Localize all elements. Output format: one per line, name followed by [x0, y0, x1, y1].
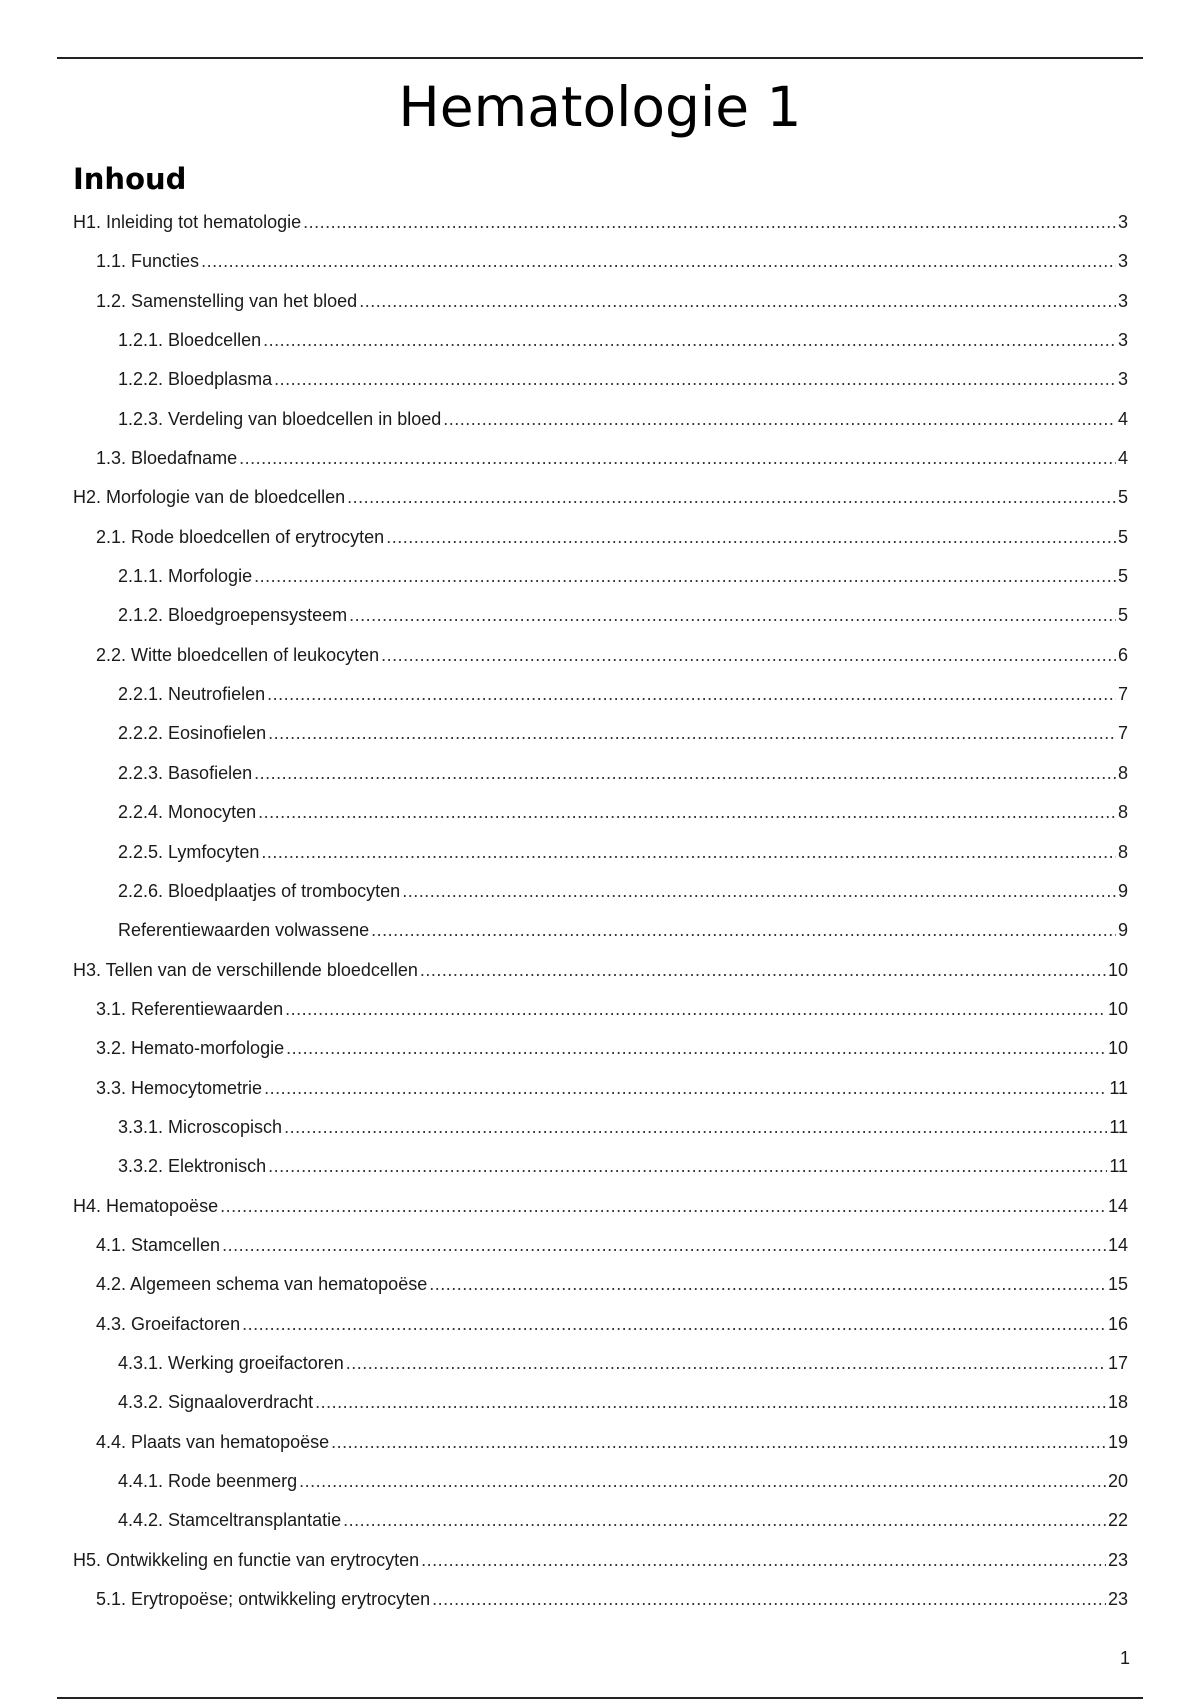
- toc-entry-title: 3.3.1. Microscopisch: [118, 1116, 283, 1137]
- toc-dot-leader: [299, 1471, 1106, 1492]
- toc-entry[interactable]: [73, 1550, 1128, 1589]
- toc-entry-page: 10: [1107, 1038, 1128, 1059]
- toc-dot-leader: [268, 723, 1116, 744]
- toc-dot-leader: [346, 1353, 1106, 1374]
- toc-entry-page: 3: [1117, 369, 1128, 390]
- toc-dot-leader: [254, 763, 1116, 784]
- toc-entry[interactable]: [73, 527, 1128, 566]
- toc-dot-leader: [443, 409, 1116, 430]
- toc-entry-title: 2.2.4. Monocyten: [118, 802, 257, 823]
- toc-entry[interactable]: [73, 763, 1128, 802]
- toc-entry[interactable]: [73, 1353, 1128, 1392]
- toc-entry-title: 2.2.5. Lymfocyten: [118, 841, 260, 862]
- toc-dot-leader: [285, 999, 1106, 1020]
- toc-dot-leader: [254, 566, 1116, 587]
- toc-entry-page: 9: [1117, 920, 1128, 941]
- toc-entry-title: 4.2. Algemeen schema van hematopoëse: [96, 1274, 428, 1295]
- toc-entry-title: 2.1. Rode bloedcellen of erytrocyten: [96, 526, 385, 547]
- toc-dot-leader: [421, 1550, 1106, 1571]
- toc-entry-title: 2.2. Witte bloedcellen of leukocyten: [96, 644, 380, 665]
- toc-entry-title: 3.3.2. Elektronisch: [118, 1156, 267, 1177]
- toc-entry-page: 20: [1107, 1471, 1128, 1491]
- toc-entry[interactable]: [73, 1038, 1128, 1077]
- toc-dot-leader: [347, 487, 1116, 508]
- toc-dot-leader: [420, 960, 1106, 981]
- toc-entry-title: 4.1. Stamcellen: [96, 1234, 221, 1255]
- toc-entry[interactable]: [73, 1156, 1128, 1195]
- toc-entry-page: 9: [1117, 880, 1128, 901]
- toc-entry-title: H3. Tellen van de verschillende bloedcellen: [73, 959, 418, 980]
- toc-entry[interactable]: [73, 369, 1128, 408]
- toc-entry-page: 4: [1117, 408, 1128, 429]
- toc-entry-title: H1. Inleiding tot hematologie: [73, 212, 302, 232]
- table-of-contents: [73, 212, 1128, 1628]
- toc-entry[interactable]: [73, 1078, 1128, 1117]
- toc-entry-title: 1.2. Samenstelling van het bloed: [96, 290, 358, 311]
- toc-entry-page: 10: [1107, 959, 1128, 980]
- toc-entry[interactable]: [73, 566, 1128, 605]
- toc-entry-page: 10: [1107, 998, 1128, 1019]
- toc-dot-leader: [381, 645, 1116, 666]
- toc-entry-title: 3.2. Hemato-morfologie: [96, 1038, 285, 1059]
- toc-entry-title: 1.2.2. Bloedplasma: [118, 369, 273, 390]
- toc-entry-title: H5. Ontwikkeling en functie van erytrocyten: [73, 1549, 420, 1570]
- toc-entry-page: 3: [1117, 251, 1128, 272]
- toc-entry-title: 3.1. Referentiewaarden: [96, 998, 284, 1019]
- toc-dot-leader: [261, 842, 1116, 863]
- toc-entry[interactable]: [73, 212, 1128, 251]
- toc-entry-page: 17: [1107, 1352, 1128, 1373]
- toc-entry[interactable]: [73, 1235, 1128, 1274]
- toc-entry-page: 8: [1117, 802, 1128, 823]
- toc-entry[interactable]: [73, 251, 1128, 290]
- toc-entry-page: 11: [1109, 1156, 1128, 1177]
- toc-entry-title: Referentiewaarden volwassene: [118, 920, 370, 941]
- toc-dot-leader: [201, 251, 1116, 272]
- toc-dot-leader: [286, 1038, 1106, 1059]
- toc-entry[interactable]: [73, 1314, 1128, 1353]
- toc-entry-page: 8: [1117, 841, 1128, 862]
- toc-entry-page: 3: [1117, 212, 1128, 232]
- toc-entry[interactable]: [73, 723, 1128, 762]
- toc-entry-page: 11: [1109, 1116, 1128, 1137]
- toc-entry-title: 4.4. Plaats van hematopoëse: [96, 1431, 330, 1452]
- toc-entry[interactable]: [73, 999, 1128, 1038]
- toc-entry-title: 3.3. Hemocytometrie: [96, 1077, 263, 1098]
- toc-entry-title: 1.2.3. Verdeling van bloedcellen in bloed: [118, 408, 442, 429]
- toc-entry-page: 23: [1107, 1589, 1128, 1610]
- toc-dot-leader: [274, 369, 1116, 390]
- toc-entry-page: 16: [1107, 1313, 1128, 1334]
- toc-dot-leader: [239, 448, 1116, 469]
- toc-dot-leader: [264, 1078, 1107, 1099]
- toc-entry-page: 5: [1117, 605, 1128, 626]
- toc-dot-leader: [258, 802, 1116, 823]
- toc-entry-page: 7: [1117, 723, 1128, 744]
- toc-entry[interactable]: [73, 1471, 1128, 1510]
- toc-heading: Inhoud: [73, 162, 187, 196]
- toc-entry[interactable]: [73, 448, 1128, 487]
- toc-entry-title: 4.3. Groeifactoren: [96, 1313, 241, 1334]
- toc-entry-page: 3: [1117, 290, 1128, 311]
- toc-entry-title: H2. Morfologie van de bloedcellen: [73, 487, 346, 508]
- toc-entry-page: 5: [1117, 526, 1128, 547]
- toc-entry-title: 2.2.2. Eosinofielen: [118, 723, 267, 744]
- toc-dot-leader: [267, 684, 1116, 705]
- toc-entry-page: 7: [1117, 684, 1128, 705]
- toc-entry[interactable]: [73, 1196, 1128, 1235]
- toc-entry-title: 1.1. Functies: [96, 251, 200, 272]
- toc-dot-leader: [268, 1156, 1107, 1177]
- toc-entry[interactable]: [73, 645, 1128, 684]
- toc-dot-leader: [359, 291, 1116, 312]
- toc-entry-page: 19: [1107, 1431, 1128, 1452]
- toc-entry-page: 11: [1109, 1077, 1128, 1098]
- toc-entry-page: 14: [1107, 1234, 1128, 1255]
- toc-entry[interactable]: [73, 330, 1128, 369]
- toc-entry[interactable]: [73, 605, 1128, 644]
- toc-entry[interactable]: [73, 1274, 1128, 1313]
- toc-dot-leader: [429, 1274, 1106, 1295]
- toc-dot-leader: [432, 1589, 1106, 1610]
- toc-entry[interactable]: [73, 960, 1128, 999]
- header-rule: [57, 57, 1143, 59]
- toc-entry-page: 3: [1117, 330, 1128, 351]
- toc-entry-page: 22: [1107, 1510, 1128, 1531]
- toc-entry[interactable]: [73, 487, 1128, 526]
- toc-dot-leader: [303, 212, 1116, 233]
- toc-dot-leader: [263, 330, 1116, 351]
- toc-entry-page: 5: [1117, 566, 1128, 587]
- toc-dot-leader: [284, 1117, 1107, 1138]
- toc-entry-title: 2.2.6. Bloedplaatjes of trombocyten: [118, 880, 401, 901]
- toc-dot-leader: [315, 1392, 1106, 1413]
- toc-entry[interactable]: [73, 802, 1128, 841]
- toc-dot-leader: [343, 1510, 1106, 1531]
- toc-entry-page: 8: [1117, 762, 1128, 783]
- toc-entry-title: 2.2.1. Neutrofielen: [118, 684, 266, 705]
- footer-rule: [57, 1697, 1143, 1699]
- page-number: 1: [1119, 1648, 1130, 1668]
- toc-entry-title: 4.4.2. Stamceltransplantatie: [118, 1510, 342, 1531]
- toc-entry[interactable]: [73, 409, 1128, 448]
- toc-entry-title: 4.4.1. Rode beenmerg: [118, 1471, 298, 1491]
- toc-entry-title: 1.3. Bloedafname: [96, 448, 238, 469]
- toc-entry-page: 4: [1117, 448, 1128, 469]
- toc-entry-page: 6: [1117, 644, 1128, 665]
- toc-entry-title: 4.3.1. Werking groeifactoren: [118, 1352, 344, 1373]
- toc-dot-leader: [402, 881, 1116, 902]
- toc-dot-leader: [386, 527, 1116, 548]
- toc-entry[interactable]: [73, 842, 1128, 881]
- toc-entry[interactable]: [73, 1432, 1128, 1471]
- toc-entry-page: 14: [1107, 1195, 1128, 1216]
- toc-entry[interactable]: [73, 1589, 1128, 1628]
- toc-entry-title: 1.2.1. Bloedcellen: [118, 330, 262, 351]
- toc-entry-title: 4.3.2. Signaaloverdracht: [118, 1392, 314, 1413]
- toc-dot-leader: [242, 1314, 1106, 1335]
- toc-entry[interactable]: [73, 1117, 1128, 1156]
- toc-dot-leader: [220, 1196, 1106, 1217]
- toc-entry[interactable]: [73, 920, 1128, 959]
- toc-entry[interactable]: [73, 684, 1128, 723]
- toc-entry-page: 15: [1107, 1274, 1128, 1295]
- toc-dot-leader: [349, 605, 1116, 626]
- document-title: Hematologie 1: [398, 75, 802, 139]
- toc-entry-page: 18: [1107, 1392, 1128, 1413]
- toc-entry-page: 23: [1107, 1549, 1128, 1570]
- toc-entry-title: H4. Hematopoëse: [73, 1195, 219, 1216]
- toc-entry[interactable]: [73, 1510, 1128, 1549]
- toc-entry-title: 5.1. Erytropoëse; ontwikkeling erytrocyten: [96, 1589, 431, 1610]
- toc-entry-title: 2.1.1. Morfologie: [118, 566, 253, 587]
- toc-entry[interactable]: [73, 881, 1128, 920]
- toc-entry-page: 5: [1117, 487, 1128, 508]
- toc-entry-title: 2.1.2. Bloedgroepensysteem: [118, 605, 348, 626]
- toc-dot-leader: [222, 1235, 1106, 1256]
- toc-entry[interactable]: [73, 291, 1128, 330]
- toc-entry[interactable]: [73, 1392, 1128, 1431]
- toc-dot-leader: [371, 920, 1116, 941]
- toc-dot-leader: [331, 1432, 1106, 1453]
- toc-entry-title: 2.2.3. Basofielen: [118, 762, 253, 783]
